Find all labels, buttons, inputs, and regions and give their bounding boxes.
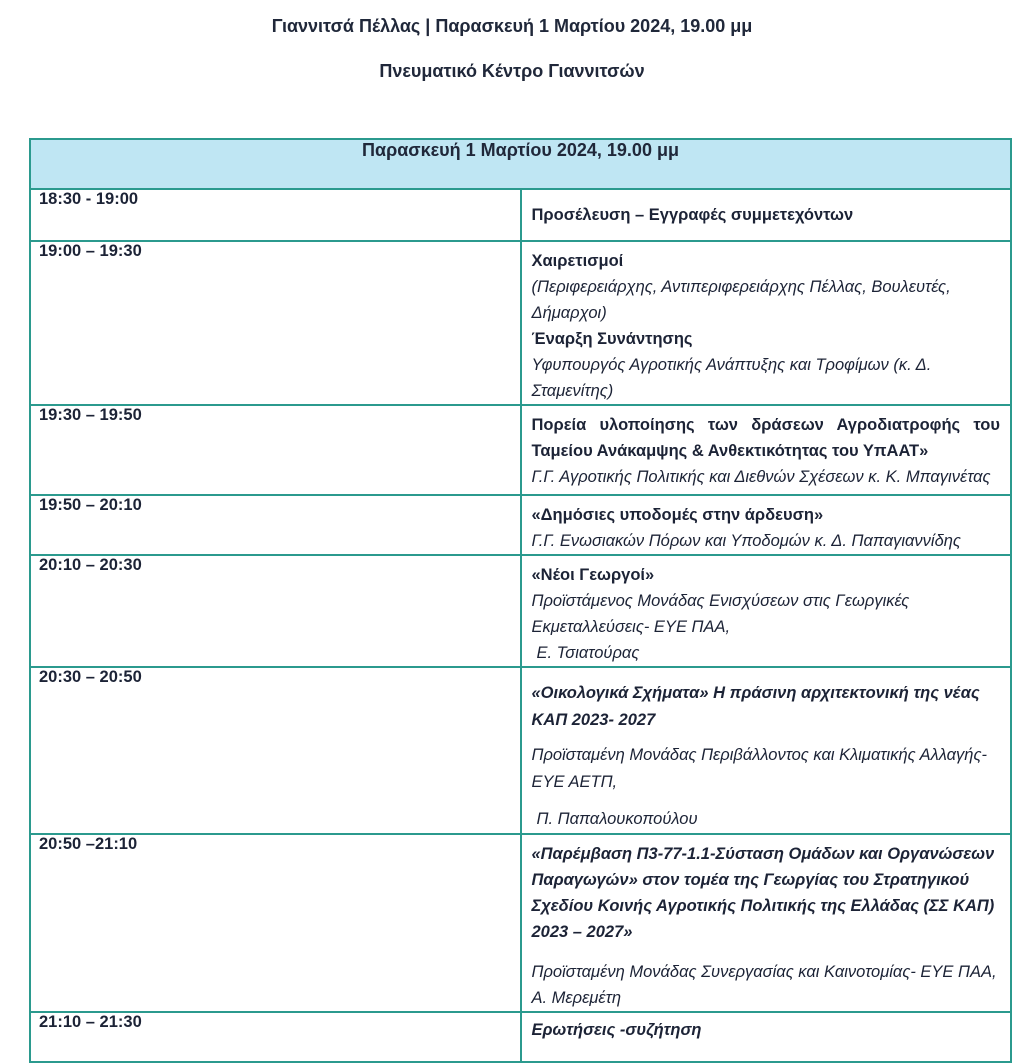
row-title-secondary: Έναρξη Συνάντησης xyxy=(531,330,693,348)
row-content xyxy=(521,405,1012,495)
row-title: «Οικολογικά Σχήματα» Η πράσινη αρχιτεκτονική της νέας ΚΑΠ 2023- 2027 xyxy=(531,684,980,729)
row-content xyxy=(521,667,1012,834)
row-time: 19:30 – 19:50 xyxy=(30,405,521,495)
row-subtitle: Γ.Γ. Ενωσιακών Πόρων και Υποδομών κ. Δ. Παπαγιαννίδης xyxy=(531,532,961,550)
row-content xyxy=(521,555,1012,667)
row-content xyxy=(521,241,1012,405)
row-title: Προσέλευση – Εγγραφές συμμετεχόντων xyxy=(531,206,854,224)
row-subtitle: Προϊσταμένη Μονάδας Περιβάλλοντος και Κλιματικής Αλλαγής- ΕΥΕ ΑΕΤΠ, xyxy=(531,746,987,791)
row-subtitle: (Περιφερειάρχης, Αντιπεριφερειάρχης Πέλλας, Βουλευτές, Δήμαρχοι) xyxy=(531,278,951,322)
row-time: 20:10 – 20:30 xyxy=(30,555,521,667)
header-venue-date: Γιαννιτσά Πέλλας | Παρασκευή 1 Μαρτίου 2024, 19.00 μμ xyxy=(271,16,753,36)
row-subtitle: Προϊστάμενος Μονάδας Ενισχύσεων στις Γεωργικές Εκμεταλλεύσεις- ΕΥΕ ΠΑΑ, xyxy=(531,592,910,636)
row-content xyxy=(521,1012,1012,1062)
row-subtitle: Προϊσταμένη Μονάδας Συνεργασίας και Καινοτομίας- ΕΥΕ ΠΑΑ, Α. Μερεμέτη xyxy=(531,963,997,1007)
header-venue: Πνευματικό Κέντρο Γιαννιτσών xyxy=(379,61,645,81)
agenda-row xyxy=(30,667,1011,834)
row-content xyxy=(521,495,1012,555)
row-time: 20:50 –21:10 xyxy=(30,834,521,1012)
row-content xyxy=(521,834,1012,1012)
row-time: 18:30 - 19:00 xyxy=(30,189,521,241)
row-subtitle: Γ.Γ. Αγροτικής Πολιτικής και Διεθνών Σχέσεων κ. Κ. Μπαγινέτας xyxy=(531,468,991,486)
row-subtitle-secondary: Υφυπουργός Αγροτικής Ανάπτυξης και Τροφίμων (κ. Δ. Σταμενίτης) xyxy=(531,356,932,400)
row-speaker: Ε. Τσιατούρας xyxy=(536,644,640,662)
row-title: «Δημόσιες υποδομές στην άρδευση» xyxy=(531,506,824,524)
agenda-row xyxy=(30,241,1011,405)
row-speaker: Π. Παπαλουκοπούλου xyxy=(536,810,698,828)
row-title: Πορεία υλοποίησης των δράσεων Αγροδιατροφής του Ταμείου Ανάκαμψης & Ανθεκτικότητας του ΥπΑΑΤ» xyxy=(531,416,1000,460)
agenda-row xyxy=(30,1012,1011,1062)
agenda-row xyxy=(30,495,1011,555)
agenda-table xyxy=(29,138,1012,1063)
agenda-row xyxy=(30,555,1011,667)
row-time: 20:30 – 20:50 xyxy=(30,667,521,834)
agenda-banner: Παρασκευή 1 Μαρτίου 2024, 19.00 μμ xyxy=(30,139,1011,189)
row-title: Χαιρετισμοί xyxy=(531,252,624,270)
row-title: «Νέοι Γεωργοί» xyxy=(531,566,655,584)
row-content xyxy=(521,189,1012,241)
row-time: 19:50 – 20:10 xyxy=(30,495,521,555)
row-time: 21:10 – 21:30 xyxy=(30,1012,521,1062)
banner-row xyxy=(30,139,1011,189)
agenda-row xyxy=(30,405,1011,495)
agenda-row xyxy=(30,834,1011,1012)
row-title: Ερωτήσεις -συζήτηση xyxy=(531,1021,702,1039)
row-title: «Παρέμβαση Π3-77-1.1-Σύσταση Ομάδων και Οργανώσεων Παραγωγών» στον τομέα της Γεωργίας του Στρατηγικού Σχεδίου Κοινής Αγροτικής Πολιτικής της Ελλάδας (ΣΣ ΚΑΠ) 2023 – 2027» xyxy=(531,845,995,941)
agenda-row xyxy=(30,189,1011,241)
row-time: 19:00 – 19:30 xyxy=(30,241,521,405)
